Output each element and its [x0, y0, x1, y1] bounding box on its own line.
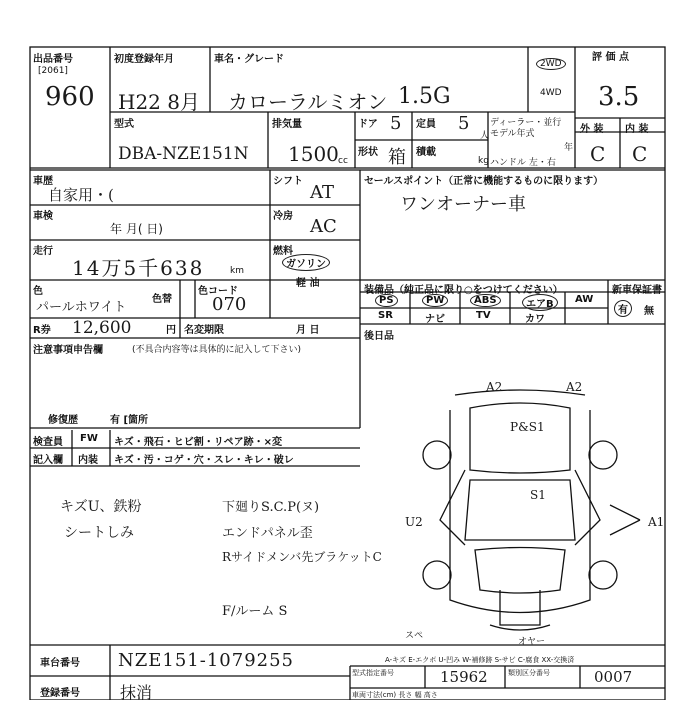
dims-label: 車両寸法(cm) 長さ 幅 高さ: [352, 691, 438, 699]
reg-value: 抹消: [120, 683, 153, 702]
equip-abs: ABS: [470, 294, 501, 307]
door-label: ドア: [358, 119, 378, 130]
repair-label: 修復歴: [48, 415, 78, 426]
car-name: カローラルミオン: [228, 90, 388, 114]
model-year-unit: 年: [564, 143, 574, 153]
disp-unit: cc: [338, 156, 348, 166]
shift-value: AT: [310, 182, 335, 203]
mileage-unit: km: [230, 266, 244, 276]
equip-leather: カワ: [525, 314, 545, 325]
model-label: 型式: [114, 119, 134, 130]
color-label: 色: [33, 286, 43, 297]
rear-seat-label: 後日品: [364, 331, 394, 342]
color-value: パールホワイト: [36, 300, 127, 315]
int-box-label: 内装: [78, 455, 98, 466]
name-change-label: 名変期限: [184, 325, 224, 336]
lot-label: 出品番号: [33, 54, 73, 65]
warranty-yes: 有: [614, 300, 632, 317]
ref1-label: 型式指定番号: [352, 669, 394, 677]
model-value: DBA-NZE151N: [118, 144, 249, 164]
note-left-1: キズU、鉄粉: [60, 499, 142, 515]
ref1-value: 15962: [440, 668, 488, 686]
note-right-4: F/ルーム S: [222, 604, 288, 619]
equip-ps: PS: [375, 294, 398, 307]
name-grade-label: 車名・グレード: [214, 54, 284, 65]
warranty-label: 新車保証書: [612, 285, 662, 296]
sales-value: ワンオーナー車: [400, 194, 526, 215]
color-code-value: 070: [212, 294, 247, 315]
cap-value: 5: [458, 113, 470, 134]
chassis-value: NZE151-1079255: [118, 650, 294, 671]
handle-label: ハンドル 左・右: [490, 158, 556, 168]
fuel-label: 燃料: [273, 246, 293, 257]
mark-s1: S1: [530, 488, 546, 502]
grade: 1.5G: [398, 84, 451, 109]
ref2-label: 類別区分番号: [508, 669, 550, 677]
mark-a1: A1: [648, 515, 665, 529]
first-reg-label: 初度登録年月: [114, 54, 174, 65]
name-change-value: 月 日: [296, 325, 320, 336]
recycle-value: 12,600: [72, 318, 132, 338]
ac-label: 冷房: [273, 211, 293, 222]
label-spare: スペ: [405, 631, 424, 641]
chassis-label: 車台番号: [40, 658, 80, 669]
notes-label: 注意事項申告欄: [33, 345, 103, 356]
door-value: 5: [390, 113, 402, 134]
sales-label: セールスポイント（正常に機能するものに限ります）: [364, 176, 604, 187]
color-code-label: 色コード: [198, 286, 238, 297]
mileage-value: 14万5千638: [72, 256, 205, 280]
load-unit: kg: [478, 156, 489, 166]
label-bottom: オヤー: [518, 637, 546, 647]
equip-navi: ナビ: [425, 314, 445, 325]
mark-u2: U2: [405, 515, 423, 529]
dealer-label: ディーラー・並行: [490, 118, 562, 128]
legend: A-キズ E-エクボ U-凹み W-補修跡 S-サビ C-腐食 XX-交換済: [385, 656, 575, 664]
disp-value: 1500: [288, 142, 339, 166]
mark-ps1: P&S1: [510, 420, 545, 434]
note-right-2: エンドパネル歪: [222, 526, 313, 541]
equip-tv: TV: [476, 310, 491, 321]
equip-aw: AW: [575, 294, 594, 305]
ac-value: AC: [310, 216, 337, 237]
recycle-unit: 円: [166, 325, 176, 336]
rating-value: 3.5: [598, 82, 640, 112]
drive-2wd: 2WD: [536, 58, 566, 70]
history-value: 自家用・(: [48, 186, 114, 204]
ref2-value: 0007: [594, 668, 633, 686]
mark-a2-left: A2: [486, 380, 503, 394]
model-year-label: モデル年式: [490, 129, 535, 139]
reg-label: 登録番号: [40, 688, 80, 699]
int-items: キズ・汚・コゲ・穴・スレ・キレ・破レ: [114, 455, 294, 466]
entry-label: 記入欄: [33, 455, 63, 466]
equip-sr: SR: [378, 310, 393, 321]
lot-code: [2061]: [38, 66, 68, 76]
notes-sub: (不具合内容等は具体的に記入して下さい): [132, 345, 302, 355]
ext-label: 外 装: [580, 124, 604, 135]
cap-label: 定員: [416, 119, 436, 130]
disp-label: 排気量: [272, 119, 302, 130]
inspection-value: 年 月( 日): [110, 222, 163, 236]
warranty-no: 無: [644, 306, 654, 317]
equip-label: 装備品（純正品に限り○をつけてください）: [364, 285, 563, 296]
history-label: 車歴: [33, 176, 53, 187]
shift-label: シフト: [273, 176, 303, 187]
cap-unit: 人: [480, 131, 490, 141]
equip-airbag: エアB: [522, 294, 558, 311]
note-right-1: 下廻りS.C.P(ヌ): [222, 500, 320, 515]
fuel-gas: ガソリン: [282, 254, 330, 271]
fw-items: キズ・飛石・ヒビ割・リペア跡・×変: [114, 437, 282, 448]
lot-number: 960: [45, 82, 95, 112]
int-value: C: [632, 142, 648, 166]
equip-pw: PW: [422, 294, 448, 307]
note-right-3: Rサイドメンバ先ブラケットC: [222, 550, 382, 564]
shape-value: 箱: [388, 147, 406, 168]
note-left-2: シートしみ: [64, 525, 134, 541]
inspection-label: 車検: [33, 211, 53, 222]
rating-label: 評 価 点: [592, 52, 629, 63]
drive-4wd: 4WD: [540, 88, 562, 98]
load-label: 積載: [416, 147, 436, 158]
mark-a2-right: A2: [566, 380, 583, 394]
inspector-label: 検査員: [33, 437, 63, 448]
fw-label: FW: [80, 433, 98, 444]
int-label: 内 装: [625, 124, 649, 135]
mileage-label: 走行: [33, 246, 53, 257]
fuel-diesel: 軽 油: [296, 278, 320, 289]
color-change-label: 色替: [152, 294, 172, 305]
shape-label: 形状: [358, 147, 378, 158]
recycle-label: R券: [33, 325, 51, 336]
ext-value: C: [590, 142, 606, 166]
repair-value: 有 [箇所: [110, 415, 149, 426]
first-reg-value: H22 8月: [118, 90, 200, 114]
